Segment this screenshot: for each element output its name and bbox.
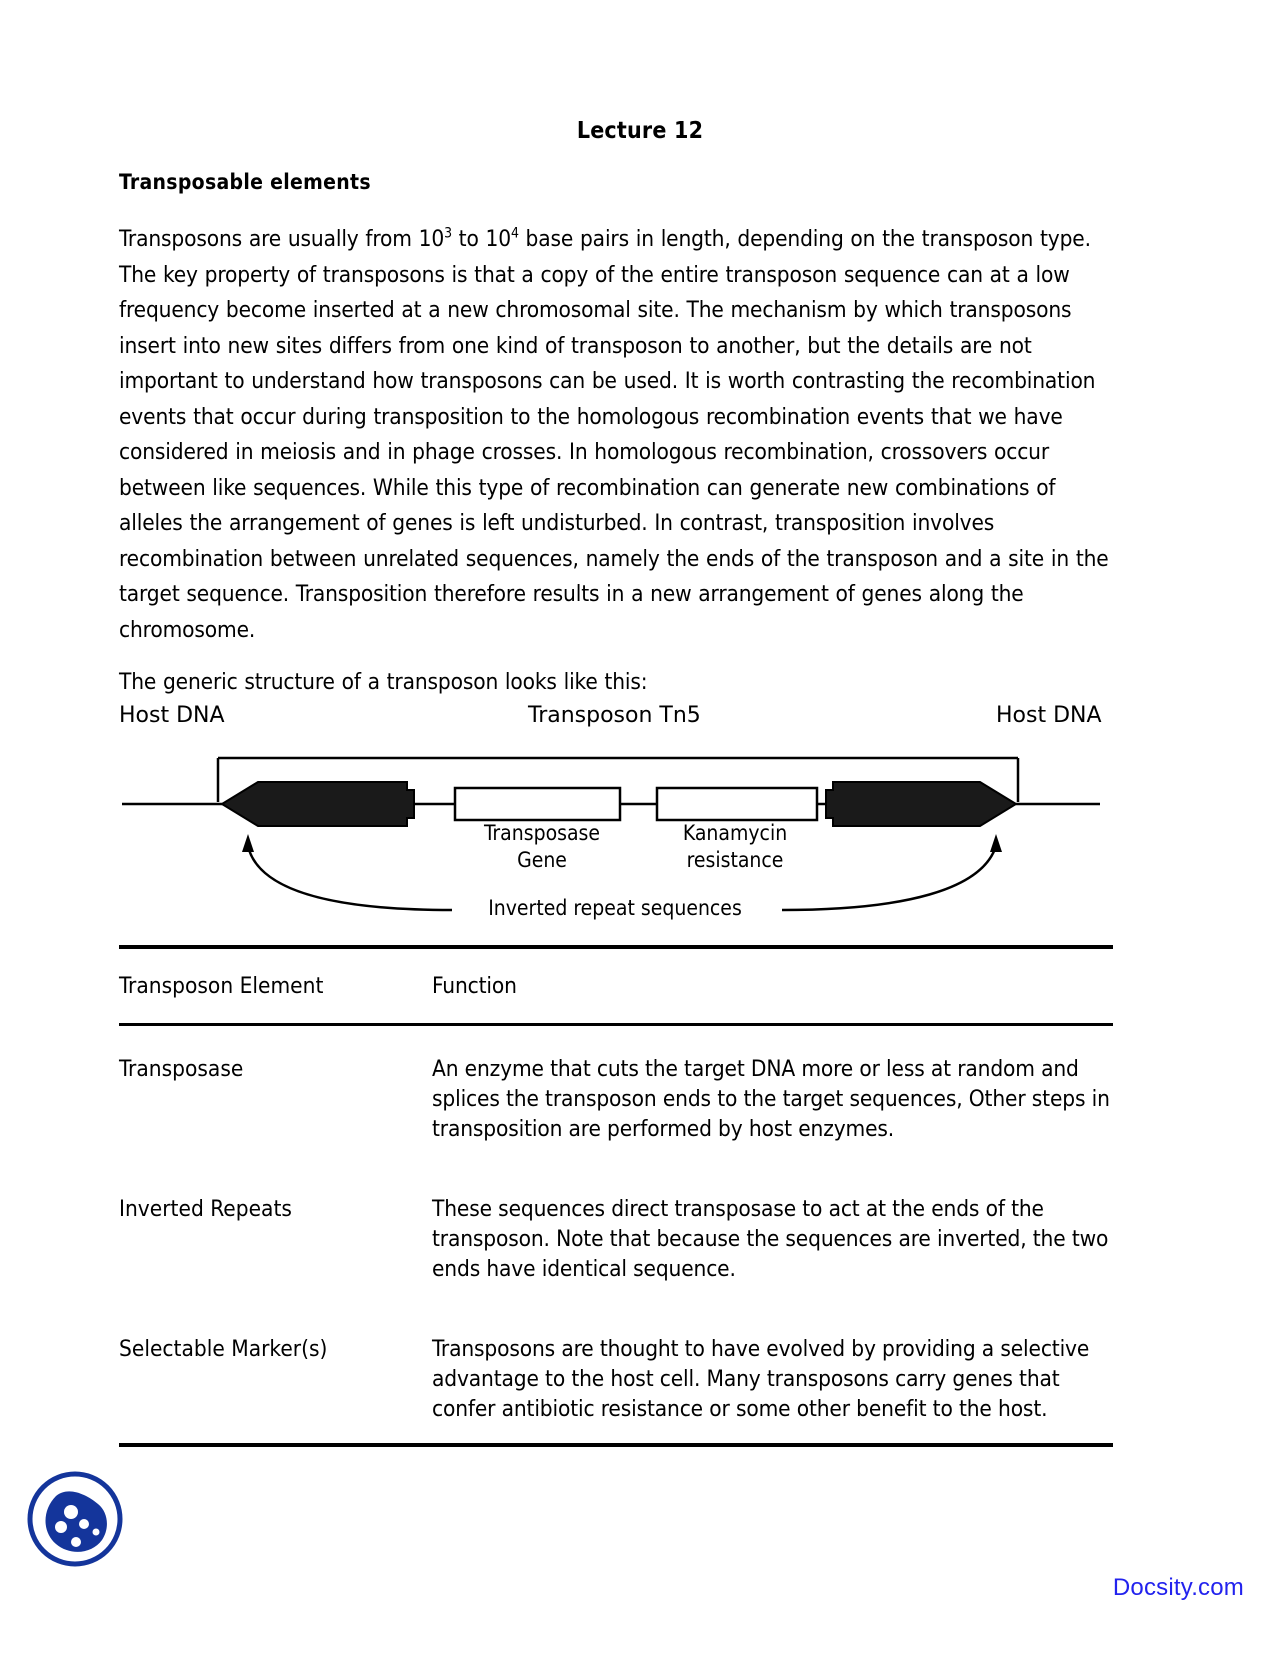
exponent-3: 3 <box>444 225 452 242</box>
diagram-label-inverted-repeat-sequences: Inverted repeat sequences <box>488 896 742 920</box>
transposon-structure-diagram <box>0 698 1280 938</box>
left-inverted-repeat-pointer <box>248 846 452 910</box>
para1-post: base pairs in length, depending on the transposon type. The key property of transposons is that a copy of the entire transposon sequence can at a low frequency become inserted at a new chromosomal site. The mechanism by which transposons insert into new sites differs from one kind of transposon to another, but the details are not important to understand how transposons can be used. It is worth contrasting the recombination events that occur during transposition to the homologous recombination events that we have considered in meiosis and in phage crosses. In homologous recombination, crossovers occur between like sequences. While this type of recombination can generate new combinations of alleles the arrangement of genes is left undisturbed. In contrast, transposition involves recombination between unrelated sequences, namely the ends of the transposon and a site in the target sequence. Transposition therefore results in a new arrangement of genes along the chromosome. <box>119 226 1109 643</box>
body-paragraph-transposons <box>119 222 1119 648</box>
exponent-4: 4 <box>510 225 519 242</box>
table-cell-function-transposase: An enzyme that cuts the target DNA more or less at random and splices the transposon ends to the target sequences, Other steps in transposition are performed by host enzymes. <box>432 1056 1110 1142</box>
diagram-label-host-dna-left: Host DNA <box>119 703 225 728</box>
logo-chip-4 <box>93 1529 100 1536</box>
docsity-cookie-icon <box>26 1470 124 1568</box>
diagram-label-transposon-tn5: Transposon Tn5 <box>528 703 701 728</box>
kanamycin-label-line-2: resistance <box>686 848 784 872</box>
right-pointer-arrowhead <box>990 834 1002 852</box>
table-header-row <box>119 949 1113 1023</box>
table-row <box>119 1150 1113 1290</box>
table-cell-function-inverted-repeats: These sequences direct transposase to act at the ends of the transposon. Note that because the sequences are inverted, the two ends have identical sequence. <box>432 1196 1109 1282</box>
table-cell-element-transposase: Transposase <box>119 1056 244 1082</box>
section-heading: Transposable elements <box>119 170 371 194</box>
left-pointer-arrowhead <box>242 834 254 852</box>
transposase-gene-box <box>455 788 620 820</box>
logo-chip-1 <box>64 1505 78 1519</box>
table-cell-function-selectable-markers: Transposons are thought to have evolved by providing a selective advantage to the host cell. Many transposons carry genes that confer antibiotic resistance or some other benefit to the host. <box>432 1336 1090 1422</box>
table-row <box>119 1026 1113 1150</box>
table-cell-element-selectable-markers: Selectable Marker(s) <box>119 1336 328 1362</box>
logo-chip-2 <box>79 1519 89 1529</box>
docsity-url-link[interactable]: Docsity.com <box>1112 1574 1244 1601</box>
diagram-label-kanamycin-resistance <box>645 820 825 874</box>
para1-mid: to 10 <box>451 226 511 252</box>
logo-chip-3 <box>55 1521 67 1533</box>
transposon-elements-table <box>119 945 1113 1430</box>
docsity-logo[interactable] <box>26 1470 124 1568</box>
table-header-function: Function <box>432 973 517 999</box>
transposase-label-line-2: Gene <box>517 848 567 872</box>
diagram-label-transposase-gene <box>452 820 632 874</box>
table-header-element: Transposon Element <box>119 973 324 999</box>
left-inverted-repeat-arrow <box>222 782 414 826</box>
logo-chip-5 <box>71 1537 81 1547</box>
table-bottom-rule <box>119 1443 1113 1447</box>
body-paragraph-generic-structure: The generic structure of a transposon looks like this: <box>119 669 648 695</box>
right-inverted-repeat-arrow <box>826 782 1016 826</box>
diagram-label-host-dna-right: Host DNA <box>996 703 1102 728</box>
kanamycin-resistance-gene-box <box>657 788 817 820</box>
para1-pre: Transposons are usually from 10 <box>119 226 445 252</box>
transposase-label-line-1: Transposase <box>483 821 601 845</box>
kanamycin-label-line-1: Kanamycin <box>682 821 788 845</box>
table-cell-element-inverted-repeats: Inverted Repeats <box>119 1196 292 1222</box>
table-row <box>119 1290 1113 1430</box>
page-title: Lecture 12 <box>576 118 704 144</box>
